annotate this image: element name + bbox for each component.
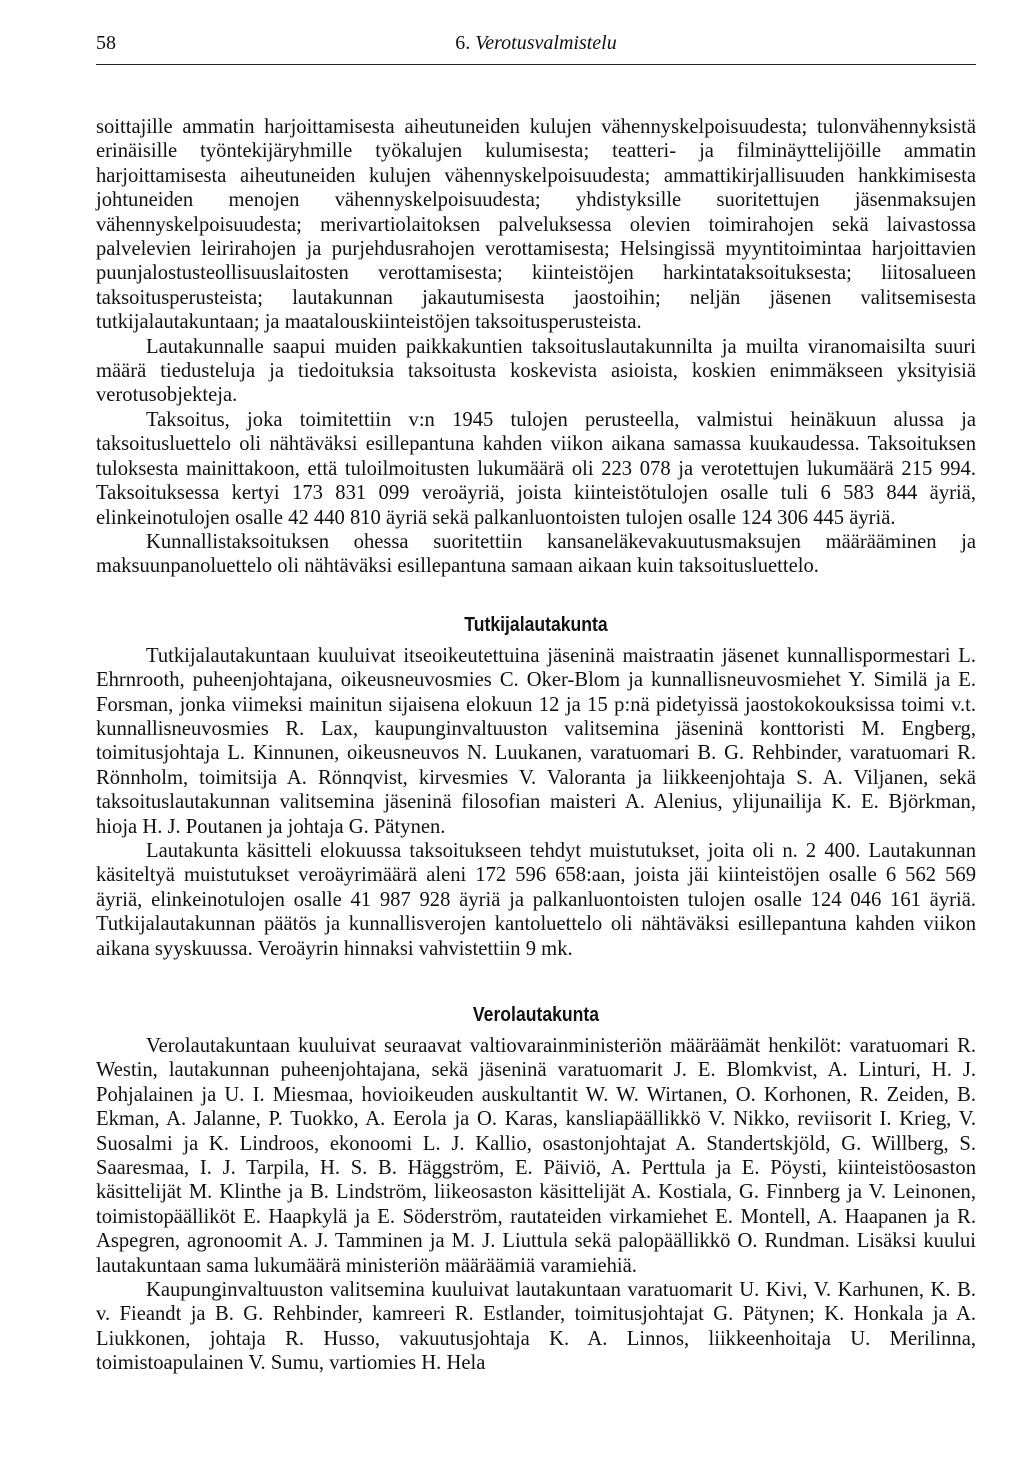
- paragraph: Verolautakuntaan kuuluivat seuraavat valtiovarainministeriön määräämät henkilöt: varatuomari R. Westin, lautakunnan puheenjohtajana, sekä jäseninä varatuomarit J. E. Blomkvist, A. Linturi, H. J. Pohjalainen ja U. I. Miesmaa, hovioikeuden auskultantit W. W. Wirtanen, O. Korhonen, R. Zeiden, B. Ekman, A. Jalanne, P. Tuokko, A. Eerola ja O. Karas, kansliapäällikkö V. Nikko, reviisorit I. Krieg, V. Suosalmi ja K. Lindroos, ekonoomi L. J. Kallio, osastonjohtajat A. Standertskjöld, G. Willberg, S. Saaresmaa, I. J. Tarpila, H. S. B. Häggström, E. Päiviö, A. Perttula ja E. Pöysti, kiinteistöosaston käsittelijät M. Klinthe ja B. Lindström, liikeosaston käsittelijät A. Kostiala, G. Finnberg ja V. Leinonen, toimistopäälliköt E. Haapkylä ja E. Söderström, rautateiden virkamiehet E. Montell, A. Haapanen ja R. Aspegren, agronoomit A. J. Tamminen ja M. J. Liuttula sekä palopäällikkö O. Rundman. Lisäksi kuului lautakuntaan sama lukumäärä ministeriön määräämiä varamiehiä.: [96, 1035, 976, 1277]
- chapter-number: 6.: [455, 32, 471, 54]
- paragraph: Kaupunginvaltuuston valitsemina kuuluivat lautakuntaan varatuomarit U. Kivi, V. Karhunen, K. B. v. Fieandt ja B. G. Rehbinder, kamreeri R. Estlander, toimitusjohtajat G. Pätynen; K. Honkala ja A. Liukkonen, johtaja R. Husso, vakuutusjohtaja K. A. Linnos, liikkeenhoitaja U. Merilinna, toimistoapulainen V. Sumu, vartiomies H. Hela: [96, 1279, 976, 1375]
- chapter-title: Verotusvalmistelu: [475, 32, 617, 54]
- paragraph: soittajille ammatin harjoittamisesta aiheutuneiden kulujen vähennyskelpoisuudesta; tulonvähennyksistä erinäisille työntekijäryhmille työkalujen kulumisesta; teatteri- ja filminäyttelijöille ammatin harjoittamisesta aiheutuneiden kulujen vähennyskelpoisuudesta; ammattikirjallisuuden hankkimisesta johtuneiden menojen vähennyskelpoisuudesta; yhdistyksille suoritettujen jäsenmaksujen vähennyskelpoisuudesta; merivartiolaitoksen palveluksessa olevien toimirahojen sekä laivastossa palvelevien leirirahojen ja purjehdusrahojen verottamisesta; Helsingissä myyntitoimintaa harjoittavien puunjalostusteollisuuslaitosten verottamisesta; kiinteistöjen harkintataksoituksesta; liitosalueen taksoitusperusteista; lautakunnan jakautumisesta jaostoihin; neljän jäsenen valitsemisesta tutkijalautakuntaan; ja maatalouskiinteistöjen taksoitusperusteista.: [96, 116, 976, 334]
- paragraph: Taksoitus, joka toimitettiin v:n 1945 tulojen perusteella, valmistui heinäkuun alussa ja taksoitusluettelo oli nähtäväksi esillepantuna kahden viikon aikana samassa kuukaudessa. Taksoituksen tuloksesta mainittakoon, että tuloilmoitusten lukumäärä oli 223 078 ja verotettujen lukumäärä 215 994. Taksoituksessa kertyi 173 831 099 veroäyriä, joista kiinteistötulojen osalle tuli 6 583 844 äyriä, elinkeinotulojen osalle 42 440 810 äyriä sekä palkanluontoisten tulojen osalle 124 306 445 äyriä.: [96, 408, 976, 529]
- running-header: [96, 22, 976, 65]
- section-heading: Verolautakunta: [472, 1004, 600, 1026]
- intro-text: [96, 115, 976, 579]
- document-page: [96, 22, 976, 1376]
- section-verolautakunta: [96, 1003, 976, 1376]
- paragraph: Lautakunnalle saapui muiden paikkakuntien taksoituslautakunnilta ja muilta viranomaisilta suuri määrä tiedusteluja ja tiedoituksia taksoitusta koskevista asioista, koskien enimmäkseen yksityisiä verotusobjekteja.: [96, 335, 976, 407]
- page-body: [96, 115, 976, 1376]
- section-heading: Tutkijalautakunta: [464, 613, 608, 636]
- page-number: 58: [96, 32, 116, 54]
- paragraph: Tutkijalautakuntaan kuuluivat itseoikeutettuina jäseninä maistraatin jäsenet kunnallispormestari L. Ehrnrooth, puheenjohtajana, oikeusneuvosmies C. Oker-Blom ja kunnallisneuvosmiehet Y. Similä ja E. Forsman, jonka viimeksi mainitun sijaisena elokuun 12 ja 15 p:nä pidetyissä jaostokokouksissa toimi v.t. kunnallisneuvosmies R. Lax, kaupunginvaltuuston valitsemina jäseninä konttoristi M. Engberg, toimitusjohtaja L. Kinnunen, oikeusneuvos N. Luukanen, varatuomari B. G. Rehbinder, varatuomari R. Rönnholm, toimitsija A. Rönnqvist, kirvesmies V. Valoranta ja liikkeenjohtaja S. A. Viljanen, sekä taksoituslautakunnan valitsemina jäseninä filosofian maisteri A. Alenius, ylijunailija K. E. Björkman, hioja H. J. Poutanen ja johtaja G. Pätynen.: [96, 644, 976, 838]
- paragraph: Kunnallistaksoituksen ohessa suoritettiin kansaneläkevakuutusmaksujen määrääminen ja maksuunpanoluettelo oli nähtäväksi esillepantuna samaan aikaan kuin taksoitusluettelo.: [96, 530, 976, 578]
- section-tutkijalautakunta: [96, 613, 976, 961]
- paragraph: Lautakunta käsitteli elokuussa taksoitukseen tehdyt muistutukset, joita oli n. 2 400. Lautakunnan käsiteltyä muistutukset veroäyrimäärä aleni 172 596 658:aan, joista jäi kiinteistöjen osalle 6 562 569 äyriä, elinkeinotulojen osalle 41 987 928 äyriä ja palkanluontoisten tulojen osalle 124 046 161 äyriä. Tutkijalautakunnan päätös ja kunnallisverojen kantoluettelo oli nähtäväksi esillepantuna kahden viikon aikana syyskuussa. Veroäyrin hinnaksi vahvistettiin 9 mk.: [96, 839, 976, 960]
- chapter-heading: [96, 32, 976, 55]
